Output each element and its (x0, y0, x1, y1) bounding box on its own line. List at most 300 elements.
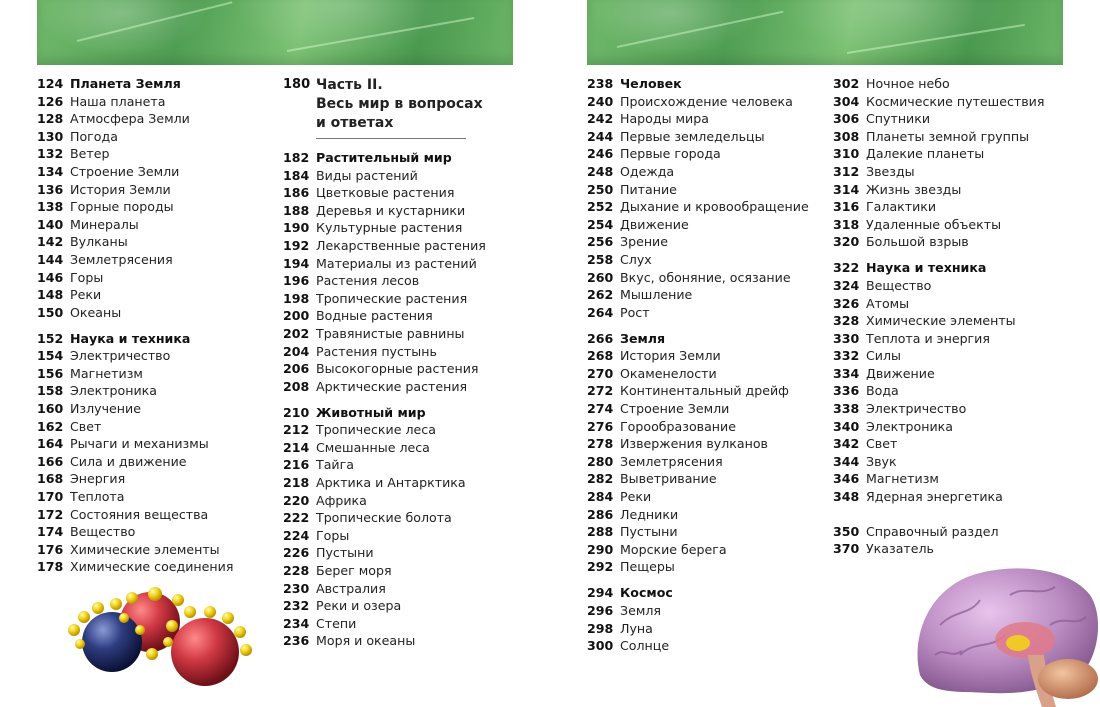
entry-title: Наука и техника (70, 330, 191, 346)
page-number: 350 (833, 523, 860, 539)
page-number (283, 114, 316, 132)
toc-entry[interactable] (587, 637, 809, 655)
entry-title: Атомы (866, 295, 910, 311)
entry-title: Рычаги и механизмы (70, 436, 209, 452)
toc-entry[interactable] (833, 523, 1044, 541)
toc-entry[interactable] (587, 506, 809, 524)
toc-section-heading[interactable] (587, 584, 809, 602)
page-number: 178 (37, 559, 64, 575)
entry-title: Космические путешествия (866, 93, 1045, 109)
toc-entry[interactable] (37, 506, 233, 524)
entry-title: Теплота и энергия (866, 330, 990, 346)
entry-title: Питание (620, 181, 677, 197)
entry-title: Реки (70, 287, 102, 303)
toc-entry[interactable] (283, 632, 486, 650)
page-number: 346 (833, 471, 860, 487)
toc-entry[interactable] (587, 488, 809, 506)
toc-entry[interactable] (37, 488, 233, 506)
page-number: 270 (587, 365, 614, 381)
toc-entry[interactable] (587, 128, 809, 146)
toc-entry[interactable] (833, 488, 1044, 506)
entry-title: Извержения вулканов (620, 436, 768, 452)
part-title: Весь мир в вопросах (316, 96, 483, 112)
toc-entry[interactable] (587, 286, 809, 304)
entry-title: Атмосфера Земли (70, 111, 190, 127)
green-leaf-banner-left (37, 0, 513, 65)
toc-entry[interactable] (283, 527, 486, 545)
toc-entry[interactable] (37, 347, 233, 365)
page-number: 224 (283, 527, 310, 543)
entry-title: Горообразование (620, 418, 736, 434)
entry-title: Первые города (620, 146, 721, 162)
toc-entry[interactable] (283, 290, 486, 308)
page-number: 238 (587, 76, 614, 91)
toc-entry[interactable] (833, 295, 1044, 313)
page-number: 138 (37, 199, 64, 215)
page-number: 206 (283, 361, 310, 377)
entry-title: Ветер (70, 146, 110, 162)
leaf-vein (287, 17, 474, 52)
page-number: 274 (587, 401, 614, 417)
toc-entry[interactable] (833, 382, 1044, 400)
toc-entry[interactable] (587, 418, 809, 436)
toc-entry[interactable] (833, 233, 1044, 251)
page-number: 212 (283, 422, 310, 438)
page-number: 344 (833, 453, 860, 469)
toc-entry[interactable] (37, 145, 233, 163)
entry-title: Удаленные объекты (866, 216, 1002, 232)
toc-entry[interactable] (37, 418, 233, 436)
page-number: 148 (37, 287, 64, 303)
page-number: 324 (833, 277, 860, 293)
toc-entry[interactable] (587, 602, 809, 620)
page-number: 240 (587, 93, 614, 109)
toc-entry[interactable] (587, 400, 809, 418)
toc-entry[interactable] (37, 304, 233, 322)
toc-section-heading[interactable] (833, 259, 1044, 277)
entry-title: Энергия (70, 471, 126, 487)
green-leaf-banner-right (587, 0, 1063, 65)
section-gap (283, 395, 486, 403)
page-number: 338 (833, 401, 860, 417)
toc-section-heading[interactable] (283, 404, 486, 422)
entry-title: Сила и движение (70, 453, 187, 469)
toc-section-heading[interactable] (37, 330, 233, 348)
entry-title: Растения пустынь (316, 343, 437, 359)
page-number: 146 (37, 269, 64, 285)
entry-title: Континентальный дрейф (620, 383, 789, 399)
toc-section-heading[interactable] (587, 330, 809, 348)
entry-title: История Земли (620, 348, 721, 364)
entry-title: Силы (866, 348, 901, 364)
page-number: 186 (283, 185, 310, 201)
toc-entry[interactable] (587, 181, 809, 199)
page-number: 330 (833, 330, 860, 346)
entry-title: Деревья и кустарники (316, 202, 466, 218)
page-number: 302 (833, 76, 860, 91)
section-gap (587, 321, 809, 329)
leaf-vein (77, 1, 233, 42)
toc-entry[interactable] (283, 597, 486, 615)
entry-title: Горы (70, 269, 104, 285)
toc-entry[interactable] (587, 382, 809, 400)
page-number: 128 (37, 111, 64, 127)
toc-entry[interactable] (37, 453, 233, 471)
entry-title: Ледники (620, 506, 679, 522)
entry-title: Реки (620, 489, 652, 505)
page-number: 140 (37, 216, 64, 232)
entry-title: Происхождение человека (620, 93, 793, 109)
page-number: 202 (283, 325, 310, 341)
toc-entry[interactable] (37, 233, 233, 251)
page-number: 272 (587, 383, 614, 399)
toc-entry[interactable] (587, 435, 809, 453)
toc-entry[interactable] (37, 382, 233, 400)
page-number: 180 (283, 77, 311, 92)
toc-entry[interactable] (587, 198, 809, 216)
page-number: 242 (587, 111, 614, 127)
toc-entry[interactable] (833, 330, 1044, 348)
toc-entry[interactable] (587, 269, 809, 287)
brain-illustration-icon (910, 555, 1100, 707)
entry-title: Водные растения (316, 308, 433, 324)
page-number: 316 (833, 199, 860, 215)
toc-entry[interactable] (37, 198, 233, 216)
toc-entry[interactable] (37, 470, 233, 488)
entry-title: Арктика и Антарктика (316, 475, 466, 491)
page-number: 280 (587, 453, 614, 469)
toc-entry[interactable] (37, 541, 233, 559)
toc-entry[interactable] (833, 216, 1044, 234)
toc-entry[interactable] (37, 216, 233, 234)
toc-entry[interactable] (587, 110, 809, 128)
toc-entry[interactable] (833, 110, 1044, 128)
toc-entry[interactable] (37, 128, 233, 146)
toc-entry[interactable] (833, 75, 1044, 93)
page-number: 298 (587, 620, 614, 636)
toc-entry[interactable] (833, 365, 1044, 383)
leaf-vein (617, 11, 784, 48)
entry-title: Слух (620, 251, 652, 267)
page-number: 142 (37, 234, 64, 250)
toc-entry[interactable] (833, 277, 1044, 295)
toc-entry[interactable] (283, 615, 486, 633)
toc-entry[interactable] (833, 93, 1044, 111)
page-number: 246 (587, 146, 614, 162)
toc-entry[interactable] (587, 216, 809, 234)
toc-entry[interactable] (587, 620, 809, 638)
page-number: 232 (283, 598, 310, 614)
entry-title: Африка (316, 492, 367, 508)
entry-title: Цветковые растения (316, 185, 455, 201)
toc-entry[interactable] (283, 580, 486, 598)
entry-title: Реки и озера (316, 598, 402, 614)
toc-entry[interactable] (37, 523, 233, 541)
entry-title: Солнце (620, 638, 670, 654)
toc-entry[interactable] (283, 184, 486, 202)
toc-entry[interactable] (587, 523, 809, 541)
entry-title: Состояния вещества (70, 506, 209, 522)
page-number: 164 (37, 436, 64, 452)
toc-entry[interactable] (37, 93, 233, 111)
toc-entry[interactable] (283, 456, 486, 474)
page-number: 136 (37, 181, 64, 197)
page-number: 276 (587, 418, 614, 434)
toc-entry[interactable] (833, 347, 1044, 365)
toc-entry[interactable] (833, 163, 1044, 181)
entry-title: Травянистые равнины (316, 325, 465, 341)
entry-title: Горы (316, 527, 350, 543)
page-number: 200 (283, 308, 310, 324)
toc-entry[interactable] (283, 325, 486, 343)
entry-title: Культурные растения (316, 220, 463, 236)
toc-section-heading[interactable] (37, 75, 233, 93)
page-number: 132 (37, 146, 64, 162)
part-heading (283, 76, 486, 94)
toc-entry[interactable] (283, 343, 486, 361)
toc-entry[interactable] (37, 400, 233, 418)
page-number: 336 (833, 383, 860, 399)
page-number: 332 (833, 348, 860, 364)
toc-entry[interactable] (283, 360, 486, 378)
entry-title: Выветривание (620, 471, 717, 487)
toc-entry[interactable] (587, 163, 809, 181)
page-number: 158 (37, 383, 64, 399)
section-gap (833, 251, 1044, 259)
page-number: 124 (37, 76, 64, 91)
entry-title: Излучение (70, 401, 141, 417)
section-gap (833, 506, 1044, 523)
page-number: 340 (833, 418, 860, 434)
entry-title: Берег моря (316, 563, 392, 579)
page-number: 160 (37, 401, 64, 417)
page-number: 266 (587, 330, 614, 346)
page-number: 260 (587, 269, 614, 285)
toc-entry[interactable] (587, 470, 809, 488)
toc-entry[interactable] (283, 219, 486, 237)
page-number: 248 (587, 163, 614, 179)
page-number: 220 (283, 492, 310, 508)
toc-entry[interactable] (37, 558, 233, 576)
toc-entry[interactable] (37, 286, 233, 304)
toc-entry[interactable] (587, 558, 809, 576)
entry-title: Моря и океаны (316, 633, 416, 649)
toc-entry[interactable] (833, 453, 1044, 471)
entry-title: Движение (866, 365, 935, 381)
entry-title: Указатель (866, 541, 934, 557)
page-number: 228 (283, 563, 310, 579)
part-title: и ответах (316, 115, 394, 131)
page-number: 310 (833, 146, 860, 162)
entry-title: Земля (620, 330, 666, 346)
page-number: 328 (833, 313, 860, 329)
leaf-vein (847, 24, 1025, 54)
entry-title: Землетрясения (620, 453, 723, 469)
toc-column-1 (37, 75, 233, 576)
page-number: 292 (587, 559, 614, 575)
toc-entry[interactable] (833, 181, 1044, 199)
page-number: 294 (587, 585, 614, 601)
entry-title: Электроника (866, 418, 953, 434)
entry-title: Пещеры (620, 559, 675, 575)
toc-entry[interactable] (283, 562, 486, 580)
page-number: 194 (283, 255, 310, 271)
toc-entry[interactable] (587, 347, 809, 365)
entry-title: История Земли (70, 181, 171, 197)
page-number: 190 (283, 220, 310, 236)
entry-title: Наука и техника (866, 260, 987, 276)
section-gap (587, 576, 809, 584)
molecule-illustration-icon (60, 582, 260, 692)
toc-entry[interactable] (283, 307, 486, 325)
toc-entry[interactable] (587, 251, 809, 269)
page-number: 218 (283, 475, 310, 491)
entry-title: Химические элементы (866, 313, 1016, 329)
page-number: 370 (833, 541, 860, 557)
toc-entry[interactable] (587, 93, 809, 111)
entry-title: Химические соединения (70, 559, 234, 575)
page-number: 174 (37, 524, 64, 540)
entry-title: Тропические болота (316, 510, 452, 526)
entry-title: Погода (70, 128, 118, 144)
page-number: 268 (587, 348, 614, 364)
toc-entry[interactable] (37, 110, 233, 128)
entry-title: Высокогорные растения (316, 361, 479, 377)
entry-title: Животный мир (316, 404, 426, 420)
toc-entry[interactable] (587, 145, 809, 163)
cerebellum (1038, 659, 1098, 699)
entry-title: Народы мира (620, 111, 709, 127)
entry-title: Тропические леса (316, 422, 436, 438)
entry-title: Растительный мир (316, 150, 452, 165)
page-number: 236 (283, 633, 310, 649)
entry-title: Большой взрыв (866, 234, 969, 250)
page-number: 256 (587, 234, 614, 250)
toc-entry[interactable] (283, 421, 486, 439)
entry-title: Жизнь звезды (866, 181, 962, 197)
page-number: 154 (37, 348, 64, 364)
entry-title: Рост (620, 304, 650, 320)
divider (316, 138, 466, 139)
toc-entry[interactable] (587, 233, 809, 251)
page-number: 168 (37, 471, 64, 487)
entry-title: Пустыни (620, 524, 678, 540)
page-number: 282 (587, 471, 614, 487)
entry-title: Луна (620, 620, 653, 636)
thalamus (1006, 635, 1030, 651)
entry-title: Растения лесов (316, 273, 420, 289)
toc-entry[interactable] (37, 251, 233, 269)
entry-title: Ядерная энергетика (866, 489, 1003, 505)
page-number: 144 (37, 251, 64, 267)
page-number: 170 (37, 489, 64, 505)
page-number: 300 (587, 638, 614, 654)
entry-title: Справочный раздел (866, 523, 999, 539)
entry-title: Океаны (70, 304, 122, 320)
entry-title: Виды растений (316, 167, 418, 183)
toc-entry[interactable] (833, 312, 1044, 330)
toc-entry[interactable] (283, 492, 486, 510)
page-number: 162 (37, 418, 64, 434)
toc-entry[interactable] (587, 541, 809, 559)
page-number: 150 (37, 304, 64, 320)
part-heading (283, 95, 486, 113)
toc-entry[interactable] (833, 470, 1044, 488)
page-number: 296 (587, 603, 614, 618)
page-number: 290 (587, 541, 614, 557)
toc-entry[interactable] (37, 163, 233, 181)
toc-entry[interactable] (833, 435, 1044, 453)
toc-entry[interactable] (833, 418, 1044, 436)
page-number: 184 (283, 167, 310, 183)
page-number: 204 (283, 343, 310, 359)
entry-title: Вулканы (70, 234, 128, 250)
entry-title: Звезды (866, 163, 915, 179)
entry-title: Землетрясения (70, 251, 173, 267)
page-number: 198 (283, 290, 310, 306)
toc-entry[interactable] (283, 237, 486, 255)
toc-column-3 (587, 75, 809, 655)
entry-title: Галактики (866, 199, 937, 215)
toc-entry[interactable] (833, 145, 1044, 163)
page-number: 230 (283, 580, 310, 596)
toc-entry[interactable] (833, 128, 1044, 146)
toc-entry[interactable] (283, 202, 486, 220)
toc-entry[interactable] (37, 181, 233, 199)
atom-sphere (82, 612, 142, 672)
toc-entry[interactable] (283, 439, 486, 457)
entry-title: Материалы из растений (316, 255, 477, 271)
page-number: 286 (587, 506, 614, 522)
toc-entry[interactable] (587, 365, 809, 383)
entry-title: Морские берега (620, 541, 727, 557)
toc-entry[interactable] (283, 255, 486, 273)
page-number: 216 (283, 457, 310, 473)
part-heading (283, 114, 486, 132)
toc-entry[interactable] (37, 269, 233, 287)
page-number: 134 (37, 163, 64, 179)
toc-entry[interactable] (283, 272, 486, 290)
page-number: 262 (587, 287, 614, 303)
entry-title: Арктические растения (316, 378, 468, 394)
page-number: 252 (587, 199, 614, 215)
toc-entry[interactable] (833, 400, 1044, 418)
page-number: 264 (587, 304, 614, 320)
entry-title: Ночное небо (866, 76, 950, 91)
toc-section-heading[interactable] (587, 75, 809, 93)
page-number: 234 (283, 615, 310, 631)
toc-entry[interactable] (283, 167, 486, 185)
toc-entry[interactable] (37, 435, 233, 453)
toc-entry[interactable] (283, 378, 486, 396)
toc-entry[interactable] (283, 474, 486, 492)
toc-entry[interactable] (283, 509, 486, 527)
entry-title: Электричество (866, 401, 967, 417)
page-number: 226 (283, 545, 310, 561)
entry-title: Планета Земля (70, 76, 181, 91)
toc-entry[interactable] (283, 544, 486, 562)
page-number: 182 (283, 150, 310, 165)
toc-entry[interactable] (37, 365, 233, 383)
toc-entry[interactable] (587, 304, 809, 322)
entry-title: Движение (620, 216, 689, 232)
toc-entry[interactable] (587, 453, 809, 471)
toc-column-2 (283, 75, 486, 650)
page-number: 314 (833, 181, 860, 197)
toc-section-heading[interactable] (283, 149, 486, 167)
page-number: 156 (37, 365, 64, 381)
toc-entry[interactable] (833, 198, 1044, 216)
